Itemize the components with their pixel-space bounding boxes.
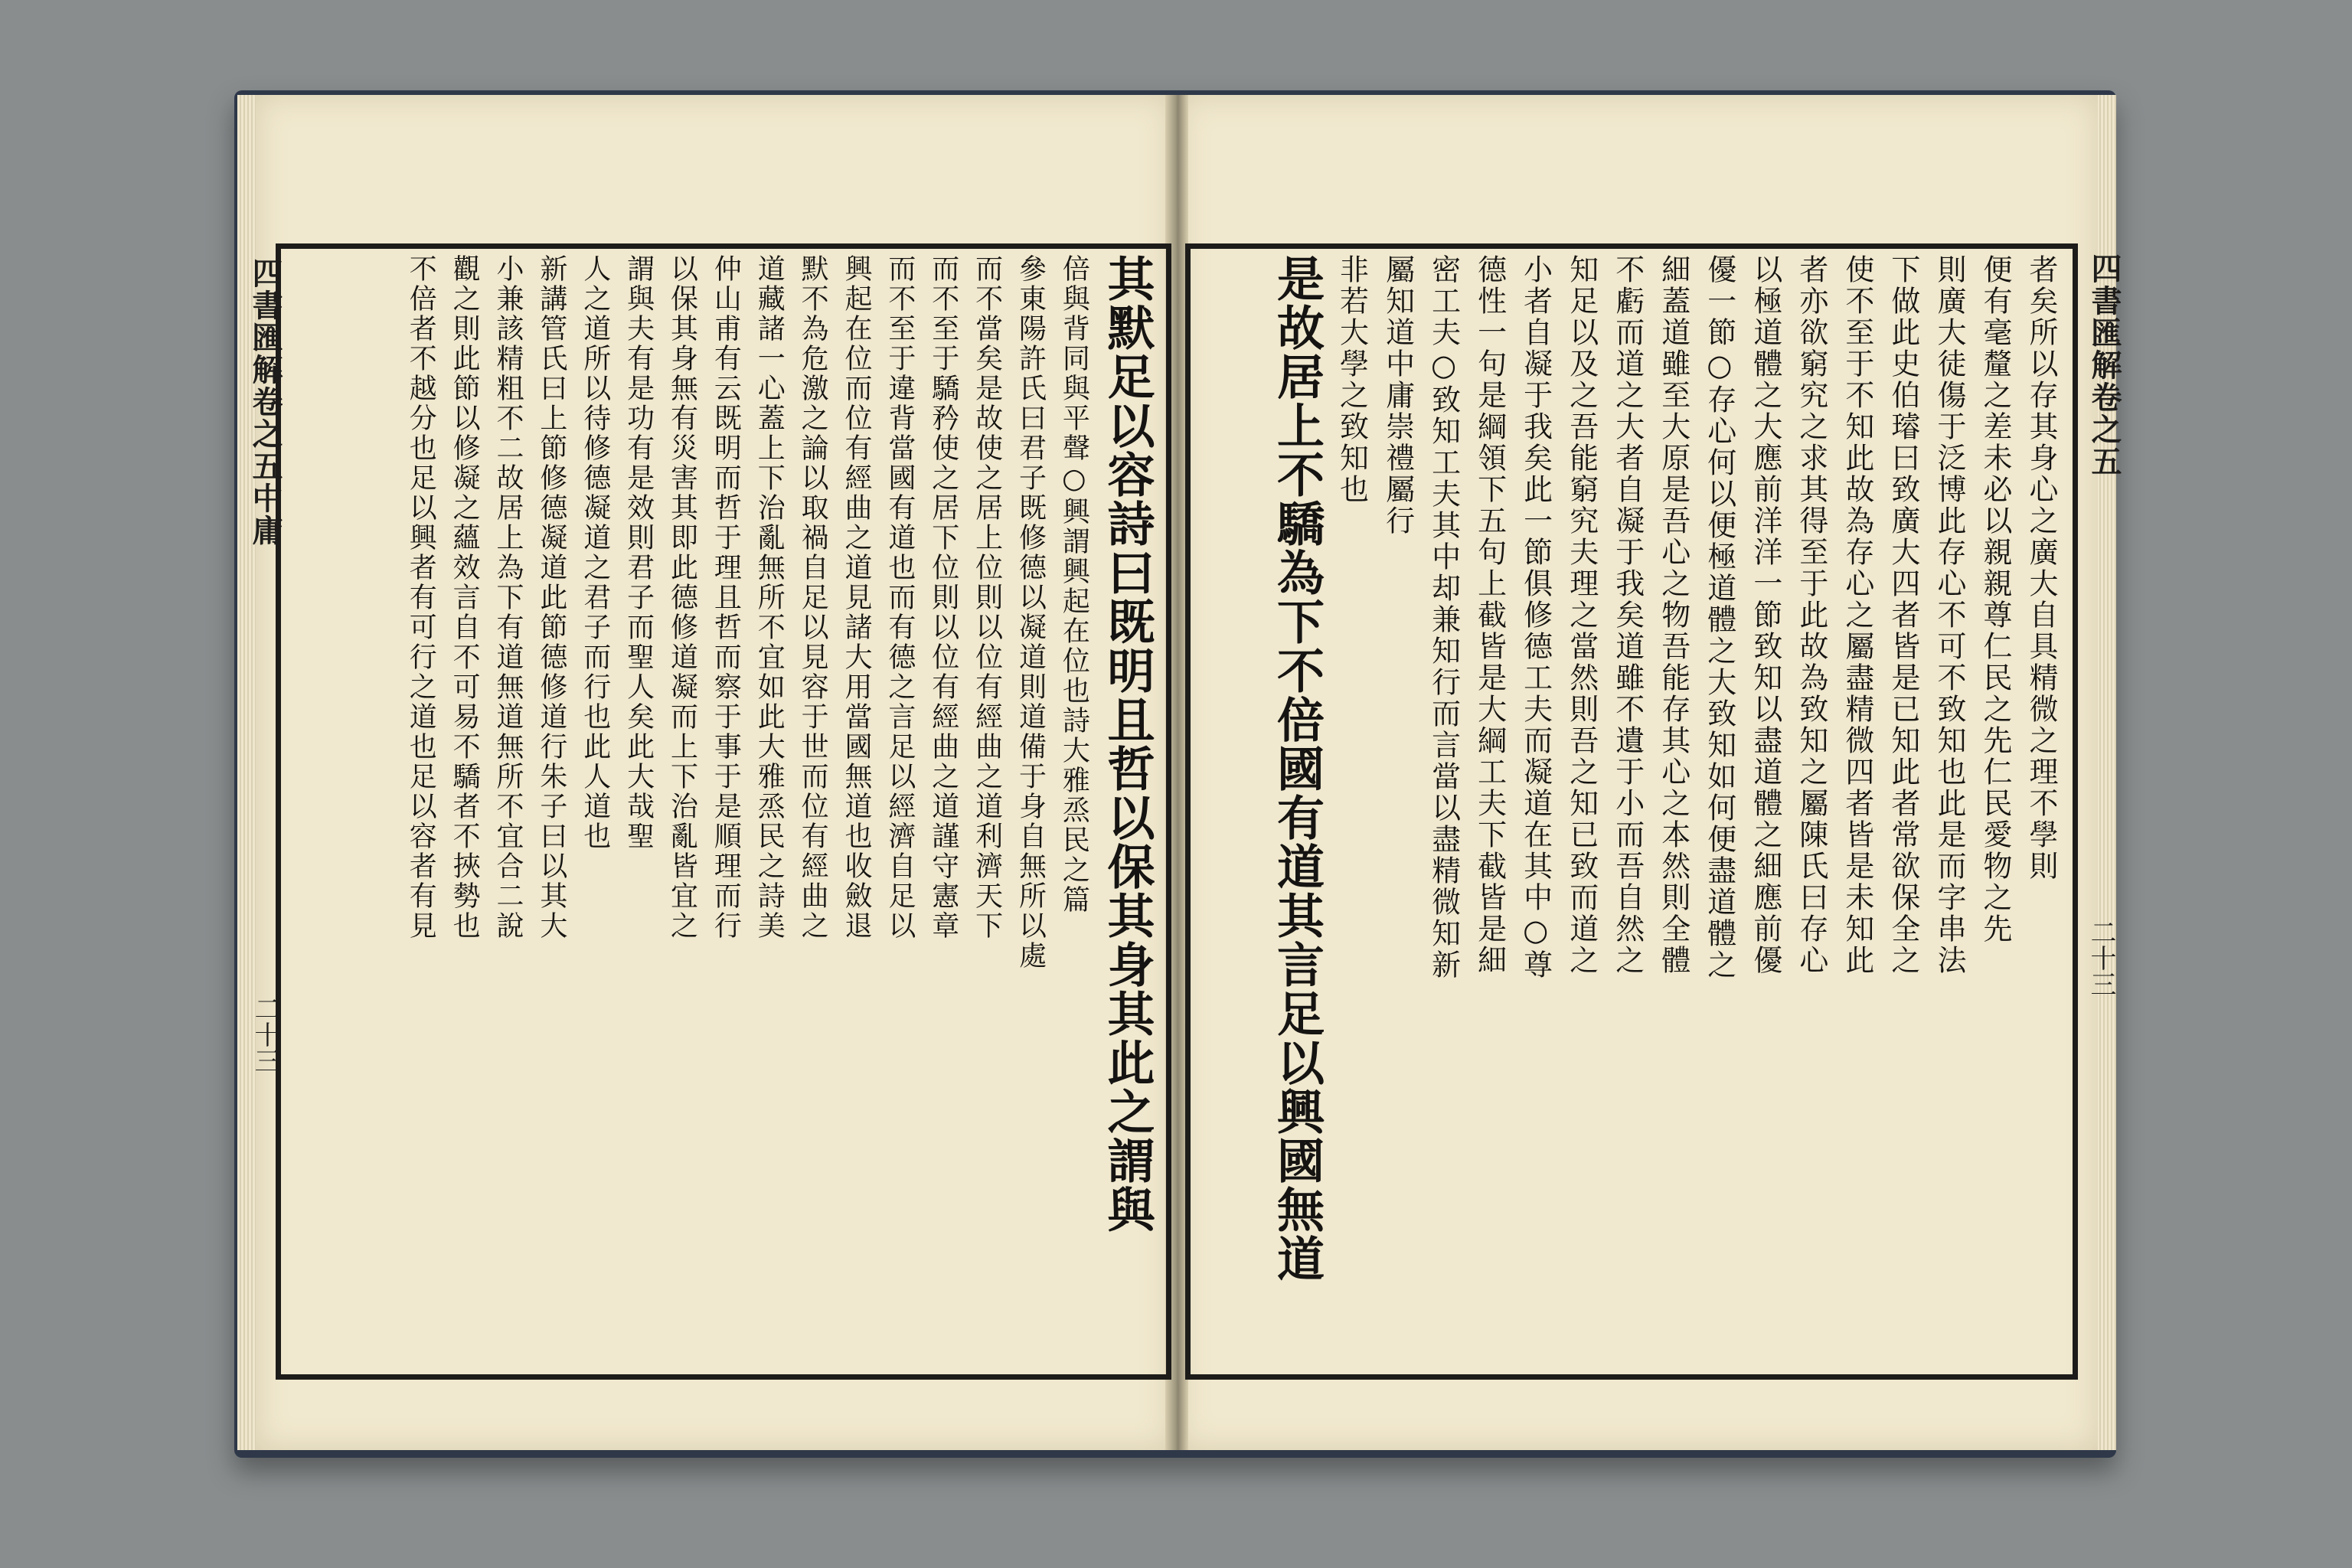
commentary-column: 興起在位而位有經曲之道見諸大用當國無道也收斂退 <box>840 254 872 941</box>
commentary-column: 非若大學之致知也 <box>1334 254 1369 505</box>
main-text-column: 是故居上不驕為下不倍國有道其言足以興國無道 <box>1269 254 1325 1283</box>
right-page-text <box>1200 254 2064 1366</box>
commentary-column: 人之道所以待修德凝道之君子而行也此人道也 <box>579 254 611 851</box>
commentary-column: 屬知道中庸崇禮屬行 <box>1380 254 1415 537</box>
commentary-column: 不虧而道之大者自凝于我矣道雖不遺于小而吾自然之 <box>1610 254 1645 976</box>
commentary-column: 仲山甫有云既明而哲于理且哲而察于事于是順理而行 <box>710 254 742 941</box>
commentary-column: 細蓋道雖至大原是吾心之物吾能存其心之本然則全體 <box>1656 254 1690 976</box>
commentary-column: 不倍者不越分也足以興者有可行之道也足以容者有見 <box>405 254 437 941</box>
commentary-column: 知足以及之吾能窮究夫理之當然則吾之知已致而道之 <box>1564 254 1599 976</box>
commentary-column: 密工夫○致知工夫其中却兼知行而言當以盡精微知新 <box>1426 254 1461 981</box>
commentary-column: 以極道體之大應前洋洋一節致知以盡道體之細應前優 <box>1748 254 1782 976</box>
commentary-column: 以保其身無有災害其即此德修道凝而上下治亂皆宜之 <box>666 254 698 941</box>
left-margin-title: 四書匯解卷之五中庸 <box>247 257 283 547</box>
commentary-column: 優一節○存心何以便極道體之大致知如何便盡道體之 <box>1702 254 1736 981</box>
left-folio: 二十三 <box>250 995 280 1073</box>
commentary-column: 小者自凝于我矣此一節俱修德工夫而凝道在其中○尊 <box>1518 254 1553 981</box>
commentary-column: 下做此史伯璿曰致廣大四者皆是已知此者常欲保全之 <box>1886 254 1920 976</box>
main-text-column: 其默足以容詩曰既明且哲以保其身其此之謂與 <box>1099 254 1155 1234</box>
commentary-column: 小兼該精粗不二故居上為下有道無道無所不宜合二說 <box>492 254 524 941</box>
commentary-column: 謂與夫有是功有是效則君子而聖人矣此大哉聖 <box>622 254 655 851</box>
commentary-column: 便有毫釐之差未必以親親尊仁民之先仁民愛物之先 <box>1978 254 2012 945</box>
right-folio: 二十三 <box>2086 919 2116 997</box>
commentary-column: 參東陽許氏曰君子既修德以凝道則道備于身自無所以處 <box>1014 254 1047 971</box>
commentary-column: 倍與背同與平聲○興謂興起在位也詩大雅烝民之篇 <box>1058 254 1090 915</box>
commentary-column: 則廣大徒傷于泛博此存心不可不致知也此是而字串法 <box>1932 254 1966 976</box>
commentary-column: 默不為危激之論以取禍自足以見容于世而位有經曲之 <box>797 254 829 941</box>
commentary-column: 而不當矣是故使之居上位則以位有經曲之道利濟天下 <box>971 254 1003 941</box>
commentary-column: 而不至于違背當國有道也而有德之言足以經濟自足以 <box>884 254 916 941</box>
commentary-column: 新講管氏曰上節修德凝道此節德修道行朱子曰以其大 <box>535 254 567 941</box>
commentary-column: 使不至于不知此故為存心之屬盡精微四者皆是未知此 <box>1840 254 1874 976</box>
commentary-column: 觀之則此節以修凝之蘊效言自不可易不驕者不挾勢也 <box>449 254 481 941</box>
commentary-column: 者亦欲窮究之求其得至于此故為致知之屬陳氏曰存心 <box>1794 254 1828 976</box>
left-page-text <box>297 254 1159 1366</box>
right-margin-title: 四書匯解卷之五 <box>2086 253 2122 478</box>
commentary-column: 者矣所以存其身心之廣大自具精微之理不學則 <box>2024 254 2058 882</box>
commentary-column: 而不至于驕矜使之居下位則以位有經曲之道謹守憲章 <box>927 254 959 941</box>
commentary-column: 道藏諸一心蓋上下治亂無所不宜如此大雅烝民之詩美 <box>753 254 786 941</box>
commentary-column: 德性一句是綱領下五句上截皆是大綱工夫下截皆是細 <box>1472 254 1507 976</box>
